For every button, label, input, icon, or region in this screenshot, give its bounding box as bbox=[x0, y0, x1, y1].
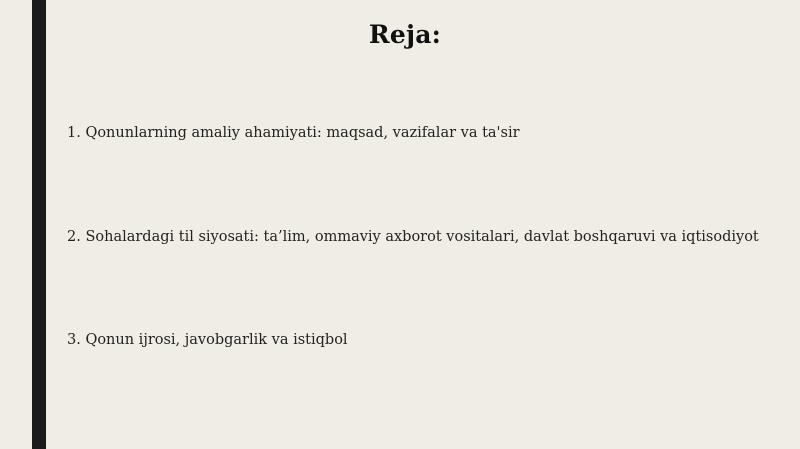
plan-item-3: 3. Qonun ijrosi, javobgarlik va istiqbol bbox=[67, 332, 348, 348]
plan-item-2: 2. Sohalardagi til siyosati: ta’lim, ommaviy axborot vositalari, davlat boshqaruvi va iqtisodiyot bbox=[67, 229, 759, 245]
plan-item-1: 1. Qonunlarning amaliy ahamiyati: maqsad, vazifalar va ta'sir bbox=[67, 125, 520, 141]
slide-title: Reja: bbox=[368, 20, 442, 49]
accent-bar bbox=[32, 0, 46, 449]
